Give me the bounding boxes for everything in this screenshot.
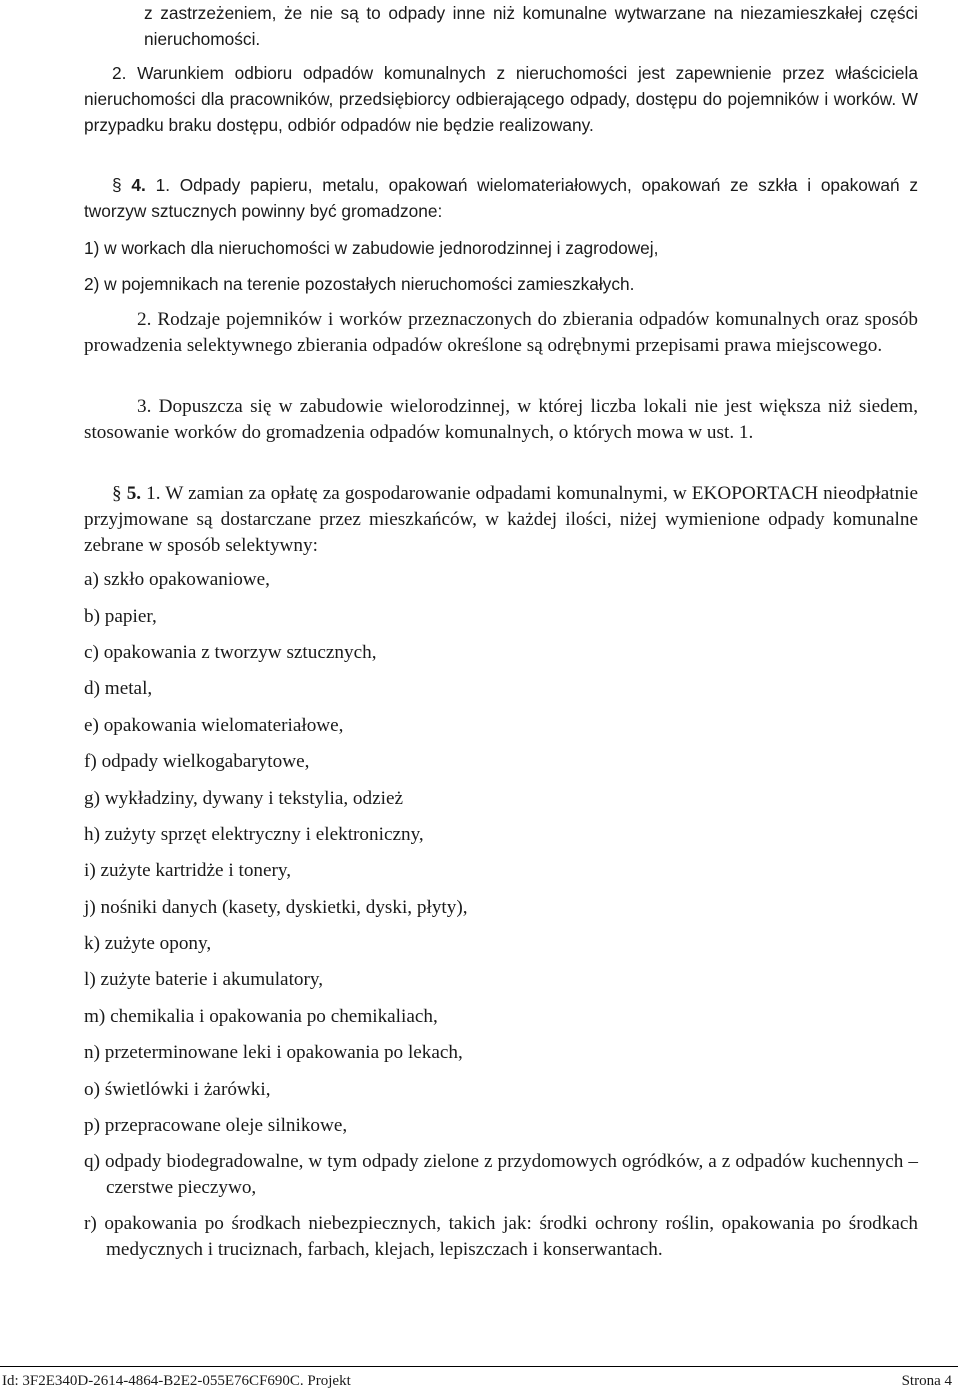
paragraph-continuation: z zastrzeżeniem, że nie są to odpady inne niż komunalne wytwarzane na niezamieszkałej części nieruchomości. [144, 3, 918, 49]
list-item: e) opakowania wielomateriałowe, [84, 715, 344, 736]
section-sign: § [112, 483, 122, 504]
document-id: Id: 3F2E340D-2614-4864-B2E2-055E76CF690C. Projekt [2, 1373, 351, 1389]
list-item: a) szkło opakowaniowe, [84, 569, 270, 590]
section-number: 4. [131, 175, 146, 195]
section-number: 5. [126, 483, 142, 504]
list-item: 2) w pojemnikach na terenie pozostałych nieruchomości zamieszkałych. [84, 274, 635, 294]
section-4-text: 1. Odpady papieru, metalu, opakowań wielomateriałowych, opakowań ze szkła i opakowań z tworzyw sztucznych powinny być gromadzone: [84, 175, 919, 221]
list-item: g) wykładziny, dywany i tekstylia, odzież [84, 788, 403, 809]
section-5-text: 1. W zamian za opłatę za gospodarowanie odpadami komunalnymi, w EKOPORTACH nieodpłatnie przyjmowane są dostarczane przez mieszkańców, w każdej ilości, niżej wymienione odpady komunalne zebrane w sposób selektywny: [84, 483, 919, 556]
list-item: h) zużyty sprzęt elektryczny i elektroniczny, [84, 824, 424, 845]
list-item: n) przeterminowane leki i opakowania po lekach, [84, 1042, 463, 1063]
list-item: m) chemikalia i opakowania po chemikaliach, [84, 1006, 438, 1027]
list-item: o) świetlówki i żarówki, [84, 1079, 271, 1100]
list-item: d) metal, [84, 678, 153, 699]
list-item: f) odpady wielkogabarytowe, [84, 751, 310, 772]
footer-divider [0, 1366, 958, 1367]
section-4-paragraph-2: 2. Rodzaje pojemników i worków przeznaczonych do zbierania odpadów komunalnych oraz sposób prowadzenia selektywnego zbierania odpadów określone są odrębnymi przepisami prawa miejscowego. [84, 309, 918, 356]
section-4-paragraph-3: 3. Dopuszcza się w zabudowie wielorodzinnej, w której liczba lokali nie jest większa niż siedem, stosowanie worków do gromadzenia odpadów komunalnych, o których mowa w ust. 1. [84, 396, 918, 443]
list-item: j) nośniki danych (kasety, dyskietki, dyski, płyty), [84, 897, 468, 918]
section-sign: § [112, 175, 122, 195]
list-item: b) papier, [84, 606, 157, 627]
page-number: Strona 4 [901, 1373, 952, 1389]
section-5-paragraph-1 [84, 481, 918, 559]
list-item: i) zużyte kartridże i tonery, [84, 860, 292, 881]
paragraph-2: 2. Warunkiem odbioru odpadów komunalnych z nieruchomości jest zapewnienie przez właściciela nieruchomości dla pracowników, przedsiębiorcy odbierającego odpady, dostępu do pojemników i worków. W przypadku braku dostępu, odbiór odpadów nie będzie realizowany. [84, 63, 918, 135]
list-item: r) opakowania po środkach niebezpiecznych, takich jak: środki ochrony roślin, opakowania po środkach medycznych i truciznach, farbach, klejach, lepiszczach i konserwantach. [84, 1213, 918, 1260]
list-item: k) zużyte opony, [84, 933, 212, 954]
list-item: p) przepracowane oleje silnikowe, [84, 1115, 348, 1136]
list-item: l) zużyte baterie i akumulatory, [84, 969, 324, 990]
list-item: 1) w workach dla nieruchomości w zabudowie jednorodzinnej i zagrodowej, [84, 238, 659, 258]
list-item: q) odpady biodegradowalne, w tym odpady zielone z przydomowych ogródków, a z odpadów kuchennych – czerstwe pieczywo, [84, 1151, 918, 1198]
section-4-paragraph-1 [84, 172, 918, 224]
list-item: c) opakowania z tworzyw sztucznych, [84, 642, 377, 663]
